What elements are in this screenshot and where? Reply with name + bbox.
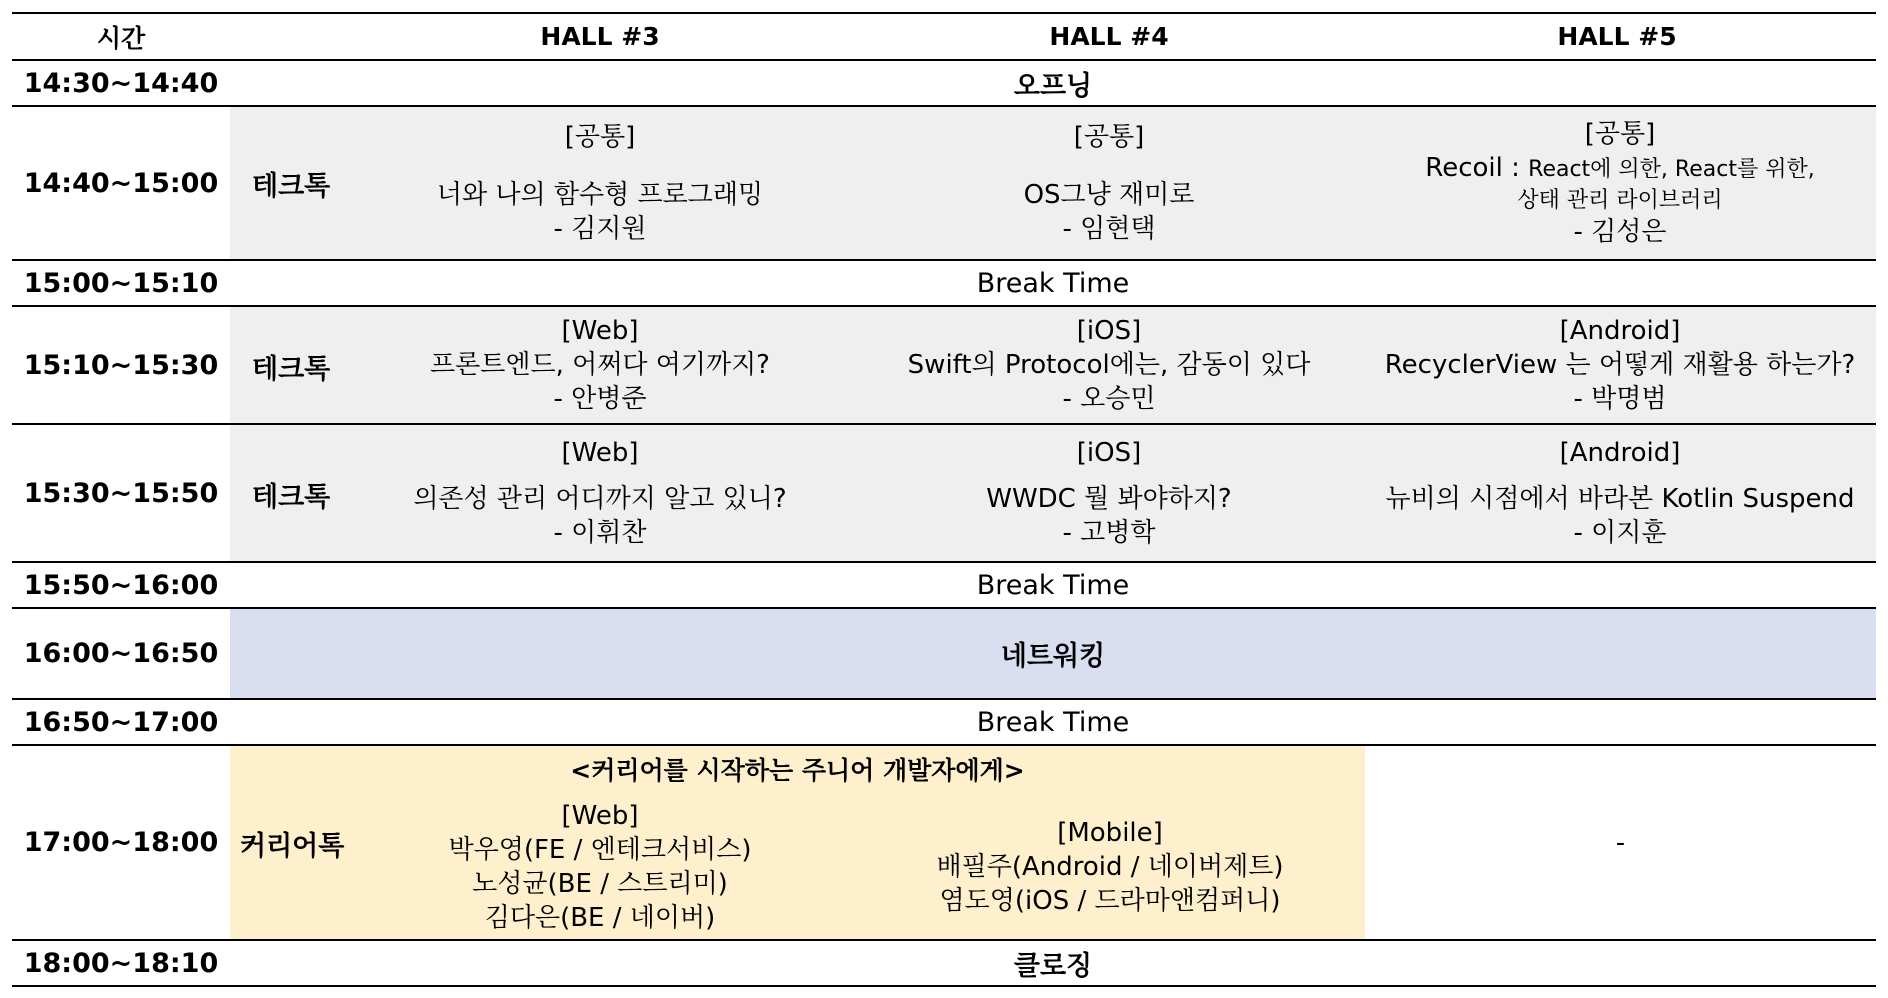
session-hall3-3: [380, 425, 820, 561]
header-hall-5: HALL #5: [1557, 22, 1677, 51]
panelist: 염도영(iOS / 드라마앤컴퍼니): [939, 886, 1281, 916]
time-tech-2: 15:10~15:30: [23, 349, 219, 381]
session-title: 뉴비의 시점에서 바라본 Kotlin Suspend: [1385, 484, 1855, 514]
career-hall5-empty: -: [1615, 827, 1626, 858]
session-tag: [iOS]: [1076, 438, 1142, 468]
session-hall4-2: [879, 307, 1339, 423]
time-tech-3: 15:30~15:50: [23, 477, 219, 509]
session-title: WWDC 뭘 봐야하지?: [986, 484, 1232, 514]
session-hall5-1: [1380, 107, 1860, 259]
session-tag: [Web]: [561, 316, 639, 346]
header-time: 시간: [96, 23, 146, 53]
time-opening: 14:30~14:40: [23, 67, 219, 99]
time-break-2: 15:50~16:00: [23, 569, 219, 601]
session-title-rest: React에 의한, React를 위한,: [1528, 157, 1815, 182]
opening-label: 오프닝: [1013, 70, 1093, 102]
session-title: OS그냥 재미로: [1023, 180, 1195, 210]
career-tag: [Mobile]: [1057, 818, 1163, 848]
session-title-main: Recoil :: [1425, 153, 1529, 183]
session-speaker: - 안병준: [553, 384, 647, 414]
session-tag: [Web]: [561, 438, 639, 468]
career-talk-label: 커리어톡: [240, 831, 345, 862]
session-title: 너와 나의 함수형 프로그래밍: [436, 180, 764, 210]
rule-bottom: [12, 985, 1876, 987]
session-title: 프론트엔드, 어쩌다 여기까지?: [430, 350, 770, 380]
time-break-1: 15:00~15:10: [23, 267, 219, 299]
session-tag: [Android]: [1559, 438, 1681, 468]
session-hall4-3: [889, 425, 1329, 561]
break-time-label: Break Time: [976, 706, 1130, 738]
session-speaker: - 임현택: [1062, 214, 1156, 244]
session-title: Swift의 Protocol에는, 감동이 있다: [907, 350, 1311, 380]
session-speaker: - 박명범: [1573, 384, 1667, 414]
header-hall-4: HALL #4: [1049, 22, 1169, 51]
time-networking: 16:00~16:50: [23, 638, 219, 669]
break-time-label: Break Time: [976, 267, 1130, 299]
career-tag: [Web]: [561, 801, 639, 831]
session-hall5-2: [1376, 307, 1864, 423]
session-tag: [공통]: [1584, 119, 1656, 149]
time-tech-1: 14:40~15:00: [23, 167, 219, 199]
session-tag: [공통]: [1073, 122, 1145, 152]
networking-label: 네트워킹: [1000, 641, 1106, 672]
tech-talk-label: 테크톡: [252, 482, 331, 513]
session-speaker: - 고병학: [1062, 518, 1156, 548]
session-title: RecyclerView 는 어떻게 재활용 하는가?: [1384, 350, 1856, 380]
panelist: 노성균(BE / 스트리미): [472, 869, 728, 899]
career-mobile-panel: [920, 797, 1300, 937]
career-heading: <커리어를 시작하는 주니어 개발자에게>: [570, 756, 1025, 785]
session-tag: [공통]: [564, 122, 636, 152]
session-hall3-2: [380, 307, 820, 423]
tech-talk-label: 테크톡: [252, 171, 331, 202]
panelist: 김다은(BE / 네이버): [484, 903, 716, 933]
session-speaker: - 김지원: [553, 214, 647, 244]
session-speaker: - 이지훈: [1573, 518, 1667, 548]
header-hall-3: HALL #3: [540, 22, 660, 51]
panelist: 배필주(Android / 네이버제트): [936, 852, 1284, 882]
session-speaker: - 이휘찬: [553, 518, 647, 548]
break-time-label: Break Time: [976, 569, 1130, 601]
career-web-panel: [420, 797, 780, 937]
session-speaker: - 오승민: [1062, 384, 1156, 414]
session-hall3-1: [380, 107, 820, 259]
session-hall5-3: [1376, 425, 1864, 561]
panelist: 박우영(FE / 엔테크서비스): [448, 835, 752, 865]
session-speaker: - 김성은: [1573, 217, 1667, 247]
time-break-3: 16:50~17:00: [23, 706, 219, 738]
time-career: 17:00~18:00: [23, 827, 219, 858]
session-hall4-1: [889, 107, 1329, 259]
session-title-line2: 상태 관리 라이브러리: [1517, 188, 1723, 213]
session-title: [1425, 151, 1814, 187]
session-title: 의존성 관리 어디까지 알고 있니?: [413, 484, 787, 514]
closing-label: 클로징: [1013, 950, 1093, 982]
time-closing: 18:00~18:10: [23, 947, 219, 979]
tech-talk-label: 테크톡: [252, 354, 331, 385]
session-tag: [Android]: [1559, 316, 1681, 346]
session-tag: [iOS]: [1076, 316, 1142, 346]
